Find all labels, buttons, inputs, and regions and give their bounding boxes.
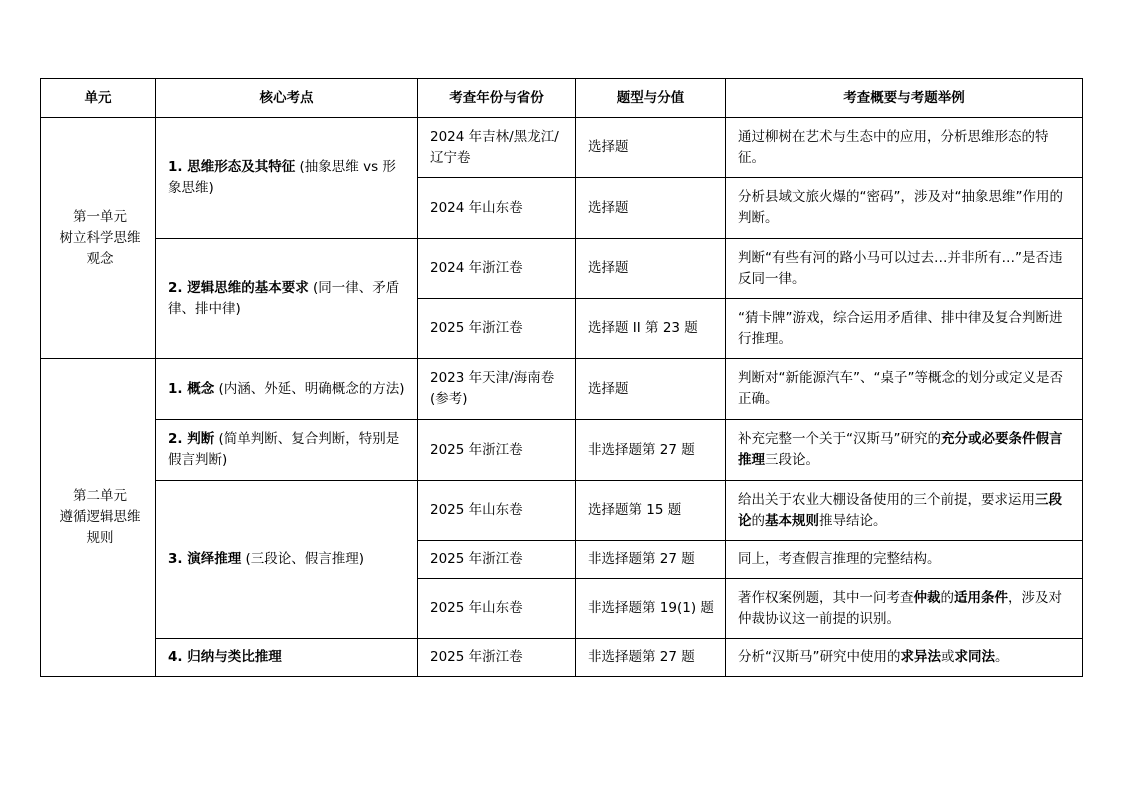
- summary-cell: [726, 359, 1083, 420]
- summary-text: 判断对“新能源汽车”、“桌子”等概念的划分或定义是否正确。: [738, 370, 1063, 407]
- summary-keyword: 三段论: [738, 491, 1062, 529]
- type-cell: 选择题: [576, 239, 726, 299]
- core-point-title: 判断: [187, 431, 215, 447]
- type-cell: 非选择题第 27 题: [576, 420, 726, 481]
- type-cell: 选择题: [576, 359, 726, 420]
- summary-cell: [726, 118, 1083, 178]
- summary-text: 或: [941, 649, 955, 665]
- core-point-note: (内涵、外延、明确概念的方法): [214, 380, 405, 397]
- summary-text: 给出关于农业大棚设备使用的三个前提，要求运用: [738, 491, 1035, 508]
- summary-text: 的: [751, 512, 765, 529]
- unit-2-subtitle: 遵循逻辑思维规则: [59, 509, 141, 546]
- summary-cell: [726, 541, 1083, 579]
- core-point-cell: 1. 概念 (内涵、外延、明确概念的方法): [156, 359, 418, 420]
- type-cell: 选择题 II 第 23 题: [576, 299, 726, 359]
- table-row: [41, 239, 1083, 299]
- summary-text: 三段论。: [765, 452, 819, 468]
- year-cell: 2023 年天津/海南卷 (参考): [418, 359, 576, 420]
- exam-table: [40, 78, 1083, 677]
- summary-keyword: 适用条件: [954, 589, 1008, 606]
- header-question-type: 题型与分值: [576, 79, 726, 118]
- year-cell: 2025 年浙江卷: [418, 541, 576, 579]
- table-row: [41, 118, 1083, 178]
- type-cell: 选择题: [576, 178, 726, 239]
- unit-1-subtitle: 树立科学思维观念: [59, 229, 141, 267]
- summary-cell: [726, 299, 1083, 359]
- type-cell: 选择题第 15 题: [576, 481, 726, 541]
- unit-cell-1: [41, 118, 156, 359]
- unit-cell-2: [41, 359, 156, 677]
- summary-text: 同上，考查假言推理的完整结构。: [738, 551, 941, 567]
- year-cell: 2025 年山东卷: [418, 579, 576, 639]
- summary-text: 通过柳树在艺术与生态中的应用，分析思维形态的特征。: [738, 128, 1049, 166]
- core-point-title: 思维形态及其特征: [187, 159, 296, 175]
- core-point-title: 概念: [187, 380, 215, 397]
- summary-cell: [726, 639, 1083, 677]
- summary-keyword: 充分或必要条件假言推理: [738, 431, 1063, 468]
- summary-text: 推导结论。: [819, 512, 887, 529]
- summary-text: 。: [995, 649, 1009, 665]
- summary-cell: [726, 420, 1083, 481]
- table-row: [41, 359, 1083, 420]
- summary-text: “猜卡牌”游戏，综合运用矛盾律、排中律及复合判断进行推理。: [738, 309, 1063, 347]
- core-point-title: 归纳与类比推理: [187, 649, 282, 665]
- core-point-cell: 1. 思维形态及其特征 (抽象思维 vs 形象思维): [156, 118, 418, 239]
- summary-cell: [726, 239, 1083, 299]
- summary-cell: [726, 178, 1083, 239]
- summary-text: 著作权案例题，其中一问考查: [738, 589, 914, 606]
- unit-2-title: 第二单元: [73, 488, 127, 504]
- summary-text: 分析县域文旅火爆的“密码”，涉及对“抽象思维”作用的判断。: [738, 189, 1063, 226]
- year-cell: 2025 年浙江卷: [418, 299, 576, 359]
- year-cell: 2024 年吉林/黑龙江/辽宁卷: [418, 118, 576, 178]
- header-row: [41, 79, 1083, 118]
- summary-cell: [726, 579, 1083, 639]
- year-cell: 2025 年山东卷: [418, 481, 576, 541]
- year-cell: 2025 年浙江卷: [418, 639, 576, 677]
- summary-text: ，涉及对仲裁协议这一前提的识别。: [738, 589, 1062, 627]
- header-unit: 单元: [41, 79, 156, 118]
- type-cell: 非选择题第 27 题: [576, 541, 726, 579]
- core-point-note: (三段论、假言推理): [241, 551, 365, 567]
- summary-text: 分析“汉斯马”研究中使用的: [738, 649, 901, 665]
- year-cell: 2024 年山东卷: [418, 178, 576, 239]
- core-point-cell: 2. 逻辑思维的基本要求 (同一律、矛盾律、排中律): [156, 239, 418, 359]
- summary-text: 判断“有些有河的路小马可以过去…并非所有…”是否违反同一律。: [738, 249, 1063, 287]
- core-point-title: 演绎推理: [187, 551, 242, 567]
- type-cell: 选择题: [576, 118, 726, 178]
- core-point-note: (简单判断、复合判断，特别是假言判断): [168, 431, 400, 468]
- core-point-cell: 2. 判断 (简单判断、复合判断，特别是假言判断): [156, 420, 418, 481]
- type-cell: 非选择题第 19(1) 题: [576, 579, 726, 639]
- summary-text: 补充完整一个关于“汉斯马”研究的: [738, 431, 941, 447]
- core-point-note: (同一律、矛盾律、排中律): [168, 279, 400, 317]
- header-year-province: 考查年份与省份: [418, 79, 576, 118]
- header-summary: 考查概要与考题举例: [726, 79, 1083, 118]
- table-row: [41, 639, 1083, 677]
- year-cell: 2025 年浙江卷: [418, 420, 576, 481]
- summary-keyword: 求异法: [900, 649, 941, 665]
- summary-keyword: 仲裁: [913, 589, 941, 606]
- unit-1-title: 第一单元: [73, 208, 127, 225]
- table-row: [41, 420, 1083, 481]
- summary-text: 的: [940, 589, 954, 606]
- type-cell: 非选择题第 27 题: [576, 639, 726, 677]
- year-cell: 2024 年浙江卷: [418, 239, 576, 299]
- core-point-title: 逻辑思维的基本要求: [187, 279, 309, 296]
- core-point-cell: 4. 归纳与类比推理: [156, 639, 418, 677]
- core-point-cell: 3. 演绎推理 (三段论、假言推理): [156, 481, 418, 639]
- core-point-note: (抽象思维 vs 形象思维): [168, 159, 396, 196]
- header-core-point: 核心考点: [156, 79, 418, 118]
- summary-cell: [726, 481, 1083, 541]
- table-row: [41, 481, 1083, 541]
- summary-keyword: 求同法: [954, 649, 995, 665]
- summary-keyword: 基本规则: [765, 512, 819, 529]
